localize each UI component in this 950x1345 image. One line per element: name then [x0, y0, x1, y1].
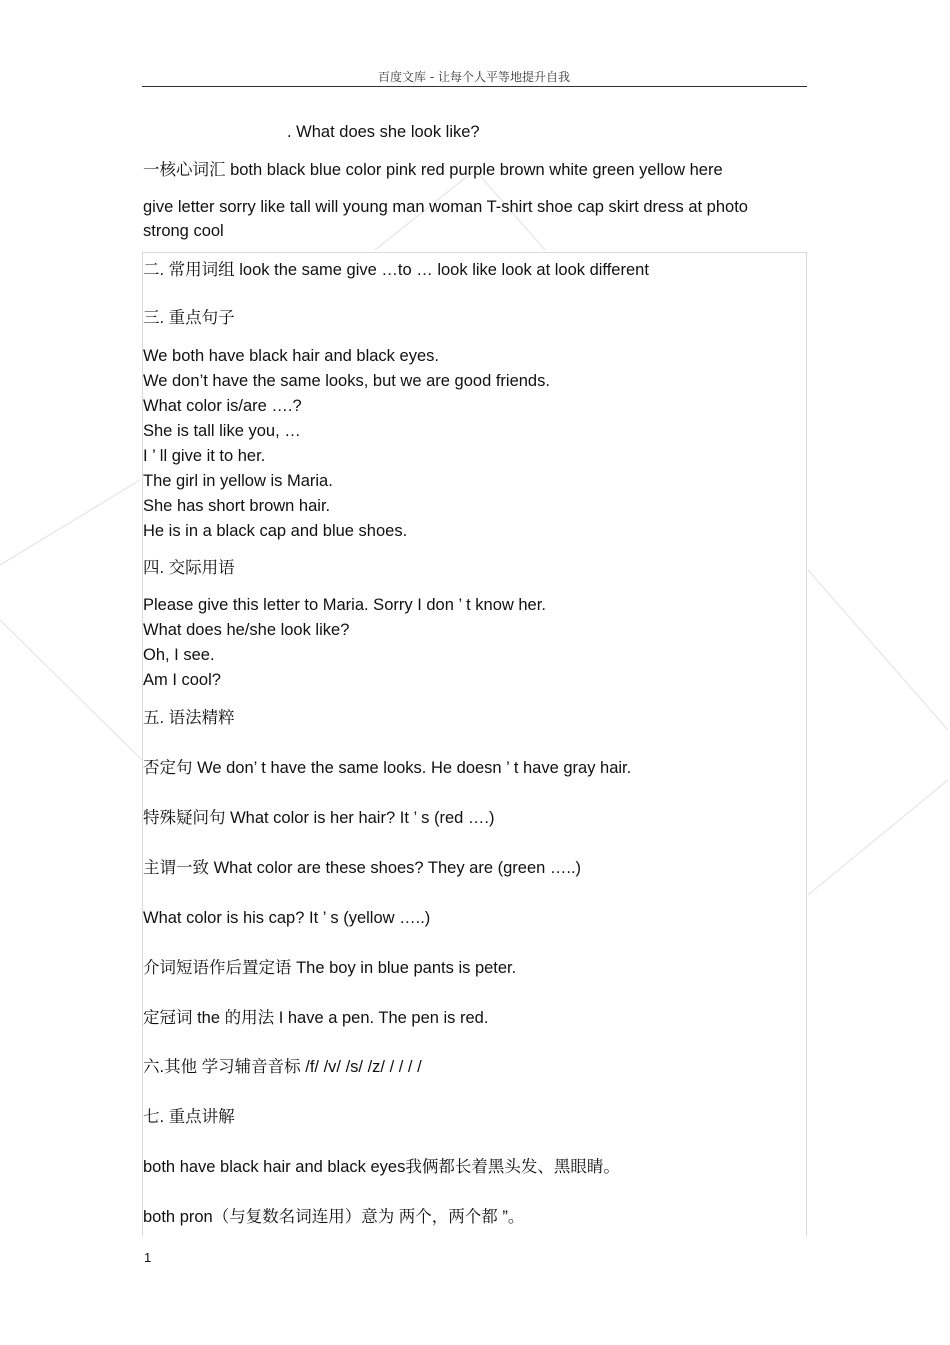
sentence-5: I ’ ll give it to her.	[143, 447, 266, 465]
grammar-definite-article: 定冠词 the 的用法 I have a pen. The pen is red.	[143, 1009, 489, 1027]
section-communication: 四. 交际用语	[143, 559, 235, 577]
section-key-explanation: 七. 重点讲解	[143, 1108, 235, 1126]
grammar-negative: 否定句 We don’ t have the same looks. He doesn ’ t have gray hair.	[143, 759, 632, 777]
grammar-agreement: 主谓一致 What color are these shoes? They are (green …..)	[143, 859, 582, 877]
dialogue-4: Am I cool?	[143, 671, 221, 689]
explanation-1: both have black hair and black eyes我俩都长着黑头发、黑眼睛。	[143, 1158, 620, 1176]
dialogue-3: Oh, I see.	[143, 646, 215, 664]
section-grammar: 五. 语法精粹	[143, 709, 235, 727]
sentence-1: We both have black hair and black eyes.	[143, 347, 439, 365]
sentence-2: We don’t have the same looks, but we are good friends.	[143, 372, 550, 390]
sentence-3: What color is/are ….?	[143, 397, 302, 415]
content-box-top-border	[142, 252, 807, 253]
grammar-post-modifier: 介词短语作后置定语 The boy in blue pants is peter.	[143, 959, 517, 977]
header-divider	[142, 86, 807, 87]
sentence-8: He is in a black cap and blue shoes.	[143, 522, 408, 540]
sentence-7: She has short brown hair.	[143, 497, 331, 515]
grammar-wh-question: 特殊疑问句 What color is her hair? It ’ s (red ….)	[143, 809, 495, 827]
core-vocabulary-line-3: strong cool	[143, 222, 224, 240]
section-other: 六.其他 学习辅音音标 /f/ /v/ /s/ /z/ / / / /	[143, 1058, 422, 1076]
core-vocabulary-line-1: 一核心词汇 both black blue color pink red purple brown white green yellow here	[143, 161, 723, 179]
page-header: 百度文库 - 让每个人平等地提升自我	[378, 70, 570, 84]
dialogue-2: What does he/she look like?	[143, 621, 350, 639]
content-box-right-border	[806, 252, 807, 1236]
common-phrases: 二. 常用词组 look the same give …to … look like look at look different	[143, 261, 649, 279]
dialogue-1: Please give this letter to Maria. Sorry I don ’ t know her.	[143, 596, 546, 614]
sentence-4: She is tall like you, …	[143, 422, 301, 440]
sentence-6: The girl in yellow is Maria.	[143, 472, 333, 490]
grammar-color-question: What color is his cap? It ’ s (yellow …..)	[143, 909, 431, 927]
page-number: 1	[144, 1250, 152, 1265]
section-key-sentences: 三. 重点句子	[143, 309, 235, 327]
document-title: . What does she look like?	[287, 123, 480, 141]
core-vocabulary-line-2: give letter sorry like tall will young man woman T-shirt shoe cap skirt dress at photo	[143, 198, 748, 216]
explanation-2: both pron（与复数名词连用）意为 两个，两个都 ”。	[143, 1208, 525, 1226]
